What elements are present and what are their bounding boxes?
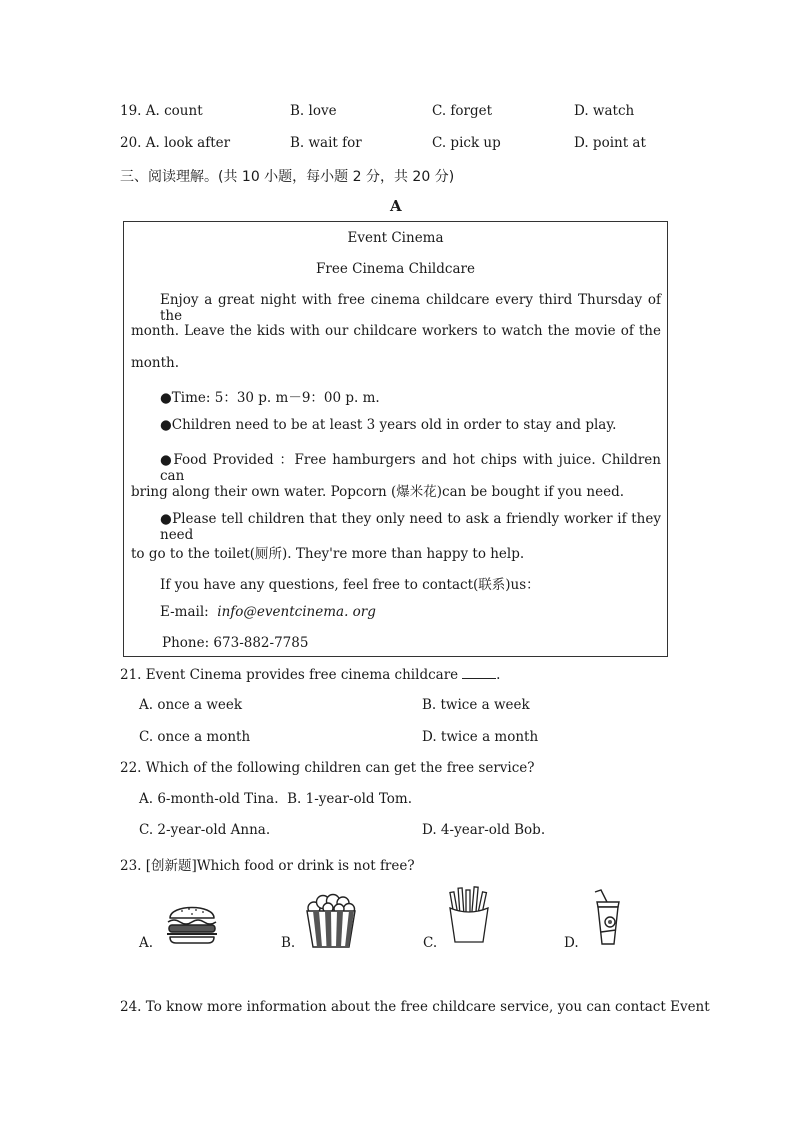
q22-option-c[interactable]: C. 2-year-old Anna. bbox=[139, 822, 271, 838]
notice-para1-line3: month. bbox=[131, 355, 180, 371]
q19-option-b[interactable]: B. love bbox=[290, 103, 337, 119]
notice-bullet-food-line2: bring along their own water. Popcorn (爆米花)can be bought if you need. bbox=[131, 484, 625, 500]
notice-bullet-toilet-line2: to go to the toilet(厕所). They're more than happy to help. bbox=[131, 546, 525, 562]
fries-icon[interactable] bbox=[446, 886, 492, 944]
notice-questions-line: If you have any questions, feel free to contact(联系)us： bbox=[160, 577, 540, 593]
q20-option-b[interactable]: B. wait for bbox=[290, 135, 362, 151]
q20-option-d[interactable]: D. point at bbox=[574, 135, 646, 151]
q21-option-c[interactable]: C. once a month bbox=[139, 729, 251, 745]
notice-email-line bbox=[160, 604, 376, 620]
q21-option-d[interactable]: D. twice a month bbox=[422, 729, 539, 745]
notice-bullet-age: ●Children need to be at least 3 years old in order to stay and play. bbox=[160, 417, 617, 433]
notice-subtitle: Free Cinema Childcare bbox=[316, 261, 475, 277]
q23-option-c[interactable]: C. bbox=[423, 935, 438, 951]
popcorn-icon[interactable] bbox=[302, 893, 360, 949]
cinema-notice-box bbox=[123, 221, 668, 657]
question-21-stem: 21. Event Cinema provides free cinema childcare . bbox=[120, 667, 501, 683]
notice-bullet-toilet-line1: ●Please tell children that they only need to ask a friendly worker if they need bbox=[160, 511, 661, 543]
email-label: E-mail: bbox=[160, 604, 209, 620]
q19-option-a[interactable]: 19. A. count bbox=[120, 103, 203, 119]
notice-title: Event Cinema bbox=[347, 230, 444, 246]
notice-bullet-food-line1: ●Food Provided ：Free hamburgers and hot chips with juice. Children can bbox=[160, 452, 661, 484]
q22-option-d[interactable]: D. 4-year-old Bob. bbox=[422, 822, 546, 838]
q22-options-ab bbox=[139, 791, 412, 807]
question-20-options bbox=[0, 135, 794, 155]
q21-option-b[interactable]: B. twice a week bbox=[422, 697, 530, 713]
q23-option-d[interactable]: D. bbox=[564, 935, 579, 951]
q19-option-d[interactable]: D. watch bbox=[574, 103, 635, 119]
question-19-options bbox=[0, 103, 794, 123]
notice-para1-line2: month. Leave the kids with our childcare workers to watch the movie of the bbox=[131, 323, 661, 339]
email-link[interactable]: info@eventcinema. org bbox=[217, 604, 376, 620]
answer-blank[interactable] bbox=[462, 666, 496, 679]
notice-bullet-time: ●Time: 5：30 p. m－9：00 p. m. bbox=[160, 390, 380, 406]
question-22-stem: 22. Which of the following children can get the free service? bbox=[120, 760, 535, 776]
notice-para1-line1: Enjoy a great night with free cinema childcare every third Thursday of the bbox=[160, 292, 661, 324]
q23-option-a[interactable]: A. bbox=[139, 935, 154, 951]
q22-option-a[interactable]: A. 6-month-old Tina. bbox=[139, 791, 279, 807]
q19-option-c[interactable]: C. forget bbox=[432, 103, 493, 119]
q20-option-c[interactable]: C. pick up bbox=[432, 135, 501, 151]
q23-option-b[interactable]: B. bbox=[281, 935, 296, 951]
notice-phone: Phone: 673-882-7785 bbox=[162, 635, 309, 651]
q22-option-b[interactable]: B. 1-year-old Tom. bbox=[287, 791, 413, 807]
hamburger-icon[interactable] bbox=[164, 898, 220, 946]
question-24-stem: 24. To know more information about the free childcare service, you can contact Event bbox=[120, 999, 710, 1015]
section-title: 三、阅读理解。(共 10 小题，每小题 2 分，共 20 分) bbox=[120, 169, 455, 185]
passage-letter: A bbox=[390, 197, 402, 215]
q20-option-a[interactable]: 20. A. look after bbox=[120, 135, 231, 151]
drink-cup-icon[interactable] bbox=[590, 888, 626, 948]
q21-option-a[interactable]: A. once a week bbox=[139, 697, 243, 713]
question-23-stem: 23. [创新题]Which food or drink is not free? bbox=[120, 858, 415, 874]
